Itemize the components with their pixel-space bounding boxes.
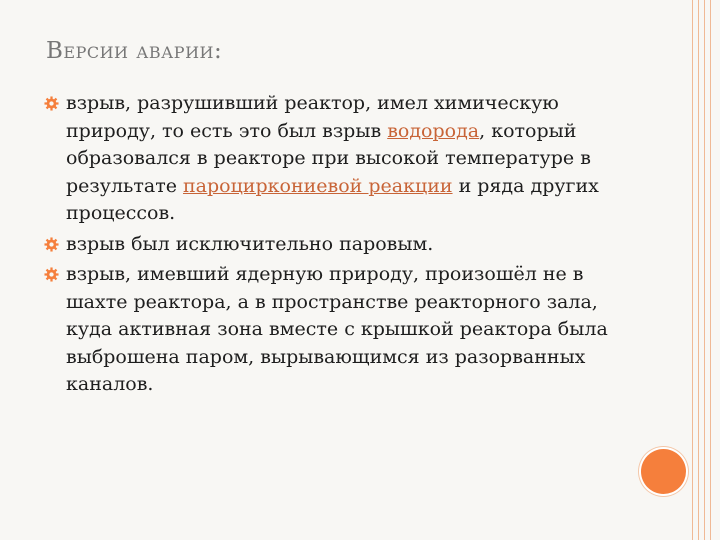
bullet-text: взрыв, имевший ядерную природу, произошёл не в шахте реактора, а в пространстве реакторного зала, куда активная зона вместе с крышкой реактора была выброшена паром, вырывающимся из разорванных каналов. xyxy=(66,263,608,395)
frame-line xyxy=(704,0,705,540)
accent-circle xyxy=(641,449,686,494)
bullet-item xyxy=(44,261,634,399)
frame-line xyxy=(698,0,699,540)
link-steam-zirconium-reaction[interactable]: пароциркониевой реакции xyxy=(183,174,453,197)
bullet-item xyxy=(44,90,634,228)
bullet-text: и ряда других процессов. xyxy=(66,174,599,224)
gear-icon xyxy=(44,96,59,111)
bullet-text: взрыв был исключительно паровым. xyxy=(66,232,434,255)
gear-icon xyxy=(44,267,59,282)
frame-line xyxy=(710,0,711,540)
bullet-list xyxy=(44,90,634,402)
frame-line xyxy=(692,0,693,540)
bullet-item xyxy=(44,231,634,259)
slide-title: Версии аварии: xyxy=(46,38,223,64)
gear-icon xyxy=(44,237,59,252)
bullet-text: , который образовался в реакторе при высокой температуре в результате xyxy=(66,119,591,197)
link-hydrogen[interactable]: водорода xyxy=(387,119,480,142)
bullet-text: взрыв, разрушивший реактор, имел химическую природу, то есть это был взрыв xyxy=(66,92,559,142)
